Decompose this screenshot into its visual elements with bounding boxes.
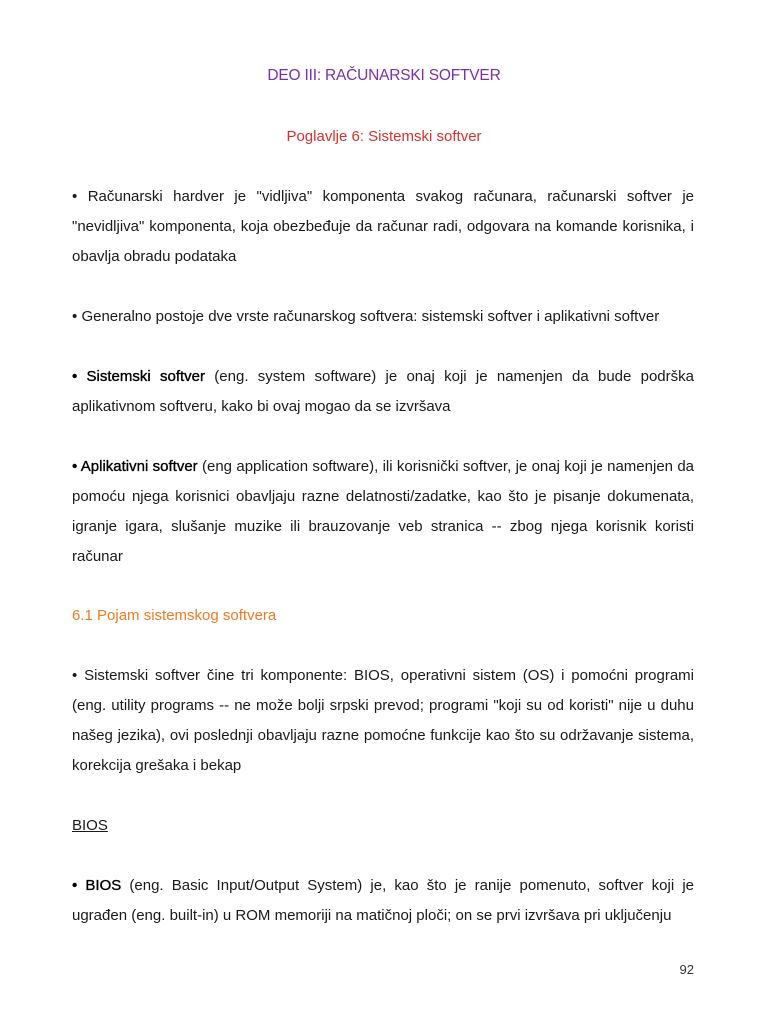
bullet: • bbox=[72, 368, 78, 385]
paragraph-system-software-components bbox=[72, 661, 694, 781]
part-title: DEO III: RAČUNARSKI SOFTVER bbox=[267, 67, 501, 84]
bullet: • bbox=[72, 308, 78, 325]
paragraph-system-software bbox=[72, 362, 694, 422]
paragraph-text: (eng application software), ili korisnički softver, je onaj koji je namenjen da pomoću njega korisnici obavljaju razne delatnosti/zadatke, kao što je pisanje dokumenata, igranje igara, slušanje muzike ili brauzovanje veb stranica -- zbog njega korisnik koristi računar bbox=[72, 458, 695, 565]
paragraph-text: (eng. Basic Input/Output System) je, kao što je ranije pomenuto, softver koji je ugrađen (eng. built-in) u ROM memoriji na matičnoj ploči; on se prvi izvršava pri uključenju bbox=[72, 877, 694, 924]
term-system-software: Sistemski softver bbox=[86, 368, 206, 385]
page-number: 92 bbox=[679, 962, 694, 977]
paragraph-software-types bbox=[72, 302, 694, 332]
chapter-title: Poglavlje 6: Sistemski softver bbox=[286, 128, 482, 145]
term-bios: BIOS bbox=[85, 877, 122, 894]
paragraph-application-software bbox=[72, 452, 694, 572]
paragraph-text: Generalno postoje dve vrste računarskog softvera: sistemski softver i aplikativni softver bbox=[81, 308, 660, 325]
paragraph-hardware-software bbox=[72, 182, 694, 272]
bullet: • bbox=[72, 458, 78, 475]
paragraph-bios bbox=[72, 871, 694, 931]
bullet: • bbox=[72, 877, 78, 894]
term-application-software: Aplikativni softver bbox=[80, 458, 198, 475]
section-title: 6.1 Pojam sistemskog softvera bbox=[72, 607, 277, 624]
bullet: • bbox=[72, 667, 78, 684]
paragraph-text: Računarski hardver je "vidljiva" komponenta svakog računara, računarski softver je "nevidljiva" komponenta, koja obezbeđuje da računar radi, odgovara na komande korisnika, i obavlja obradu podataka bbox=[72, 188, 694, 265]
bullet: • bbox=[72, 188, 78, 205]
paragraph-text: (eng. system software) je onaj koji je namenjen da bude podrška aplikativnom softveru, kako bi ovaj mogao da se izvršava bbox=[72, 368, 694, 415]
bios-heading: BIOS bbox=[72, 817, 108, 834]
paragraph-text: Sistemski softver čine tri komponente: BIOS, operativni sistem (OS) i pomoćni programi (eng. utility programs -- ne može bolji srpski prevod; programi "koji su od koristi" nije u duhu našeg jezika), ovi poslednji obavljaju razne pomoćne funkcije kao što su održavanje sistema, korekcija grešaka i bekap bbox=[72, 667, 694, 774]
